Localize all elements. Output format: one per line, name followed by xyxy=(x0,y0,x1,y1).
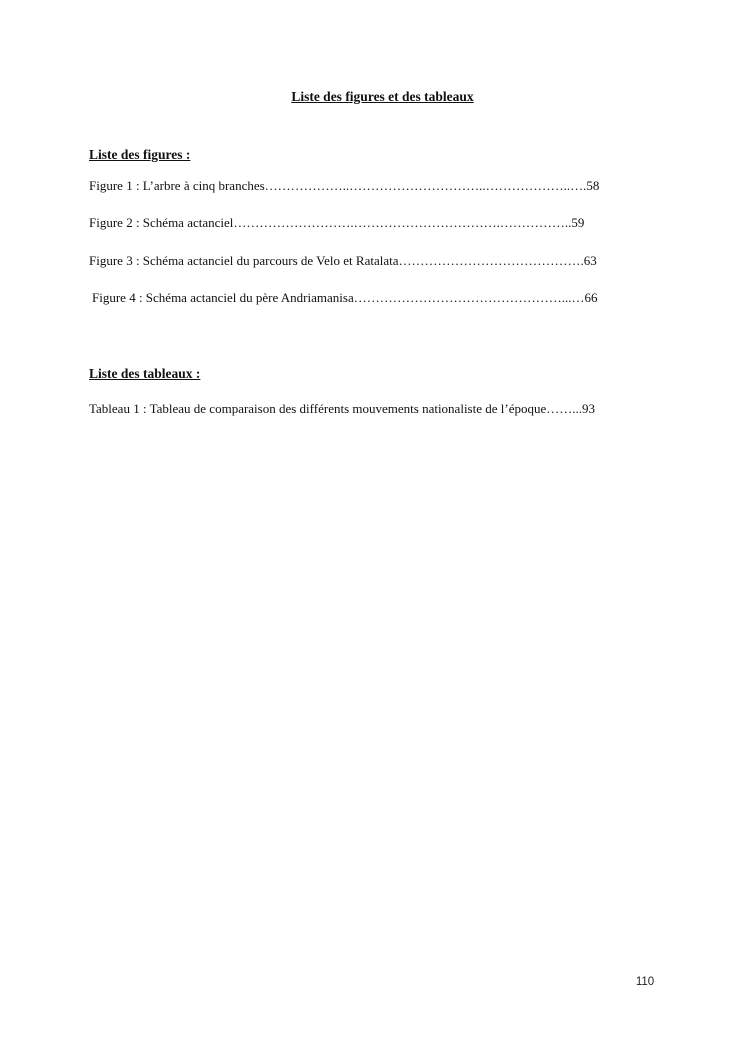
figure-entry: Figure 3 : Schéma actanciel du parcours de Velo et Ratalata…………………………………….63 xyxy=(89,253,597,268)
table-entry: Tableau 1 : Tableau de comparaison des différents mouvements nationaliste de l’époque……...93 xyxy=(89,401,595,416)
page-title: Liste des figures et des tableaux xyxy=(291,89,474,104)
figure-entry: Figure 2 : Schéma actanciel……………………….…………………………….……………..59 xyxy=(89,215,585,230)
figure-entry: Figure 1 : L’arbre à cinq branches………………..…………………………..………………..….58 xyxy=(89,178,600,193)
page-number: 110 xyxy=(635,976,655,988)
figure-entry: Figure 4 : Schéma actanciel du père Andriamanisa…………………………………………...…66 xyxy=(92,290,598,305)
tables-heading: Liste des tableaux : xyxy=(89,366,201,381)
figures-heading: Liste des figures : xyxy=(89,147,191,162)
